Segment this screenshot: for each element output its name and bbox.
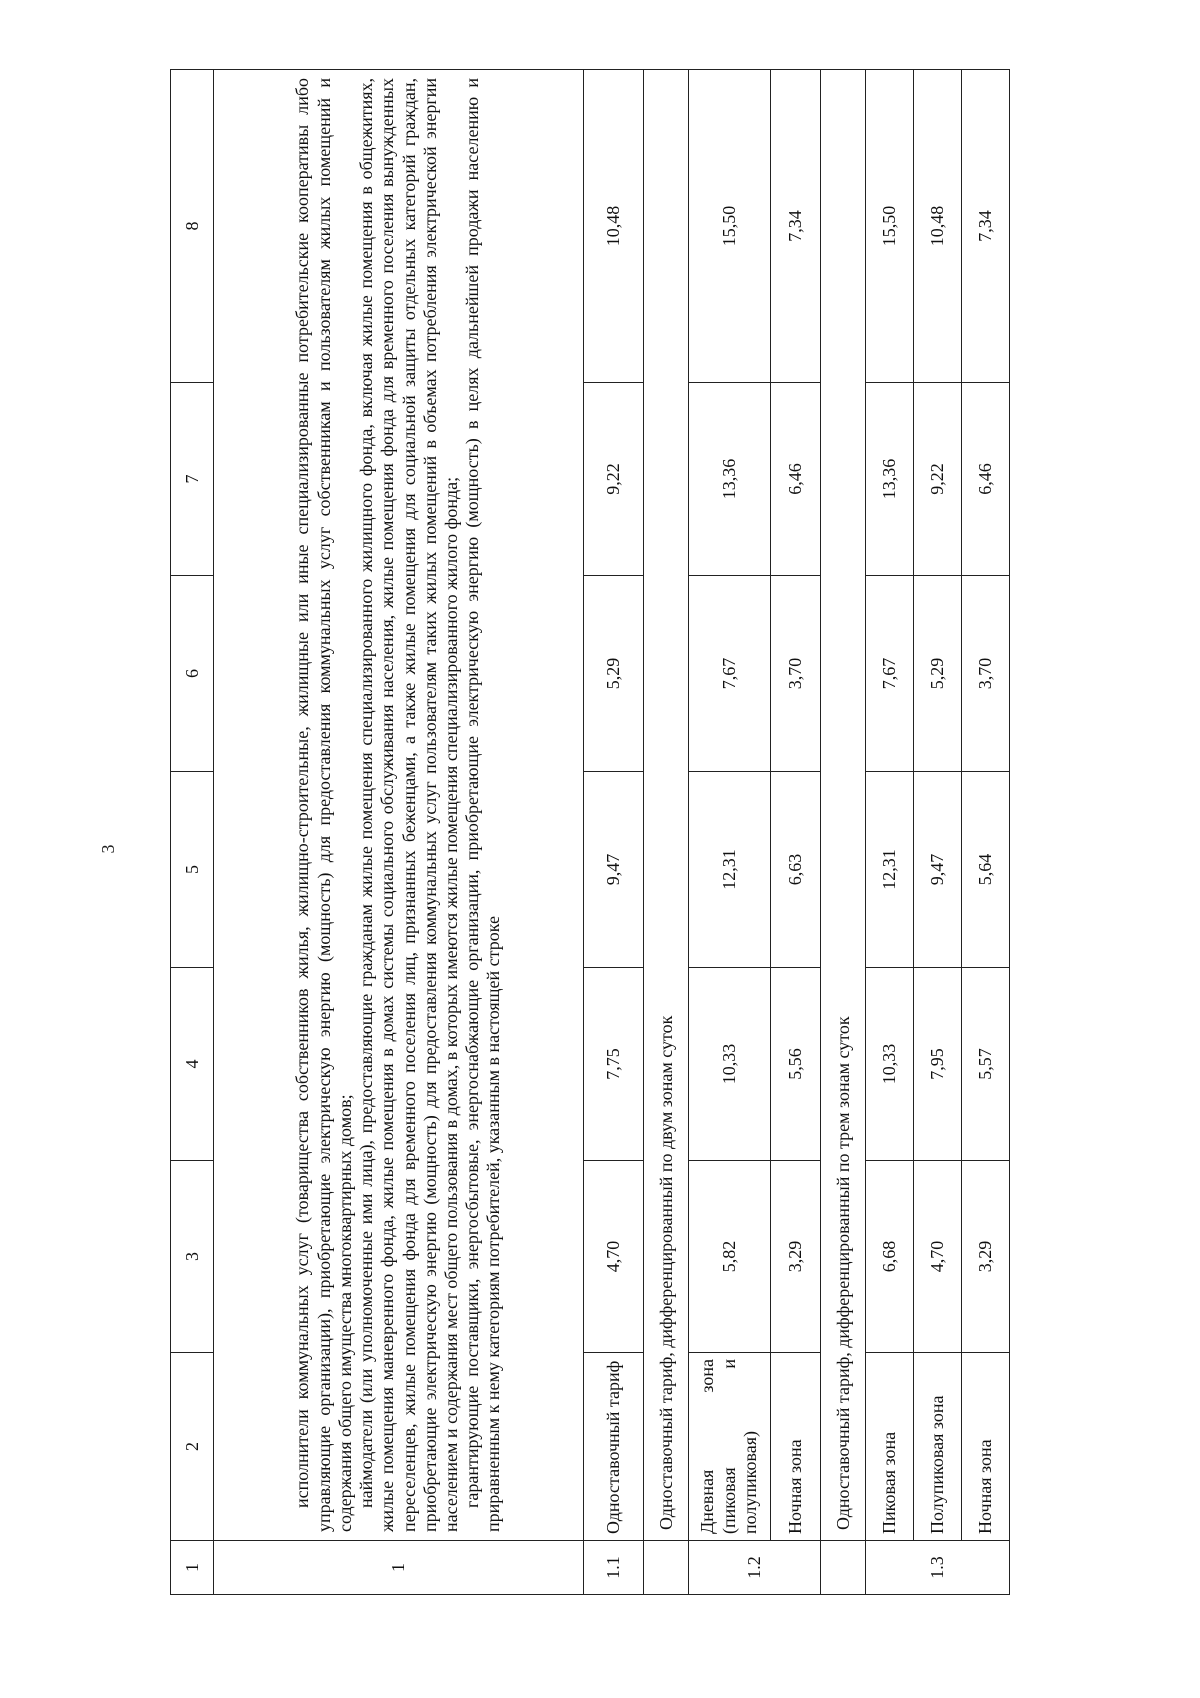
value-cell: 7,75 <box>584 968 644 1161</box>
section-header-row <box>644 70 689 1595</box>
value-cell: 7,67 <box>866 576 914 772</box>
header-cell: 7 <box>171 383 214 576</box>
value-cell: 15,50 <box>866 70 914 383</box>
value-cell: 5,82 <box>689 1161 771 1353</box>
value-cell: 9,22 <box>584 383 644 576</box>
header-cell: 1 <box>171 1541 214 1595</box>
value-cell: 9,47 <box>914 772 962 968</box>
header-cell: 8 <box>171 70 214 383</box>
row-label-part: зона <box>697 1359 718 1393</box>
row-number: 1.1 <box>584 1541 644 1595</box>
header-row <box>171 70 214 1595</box>
row-label-part: полупиковая) <box>740 1431 761 1534</box>
value-cell: 6,46 <box>962 383 1010 576</box>
row-label: Полупиковая зона <box>914 1353 962 1541</box>
value-cell: 5,29 <box>584 576 644 772</box>
value-cell: 5,64 <box>962 772 1010 968</box>
description-paragraph: исполнители коммунальных услуг (товарищества собственников жилья, жилищно-строительные, жилищные или иные специализированные потребительские кооперативы либо управляющие организации), приобретающие электрическую энергию (мощность) для предоставления коммунальных услуг собственникам и пользователям жилых помещений и содержания общего имущества многоквартирных домов; <box>292 78 355 1532</box>
value-cell: 7,95 <box>914 968 962 1161</box>
section-title: Одноставочный тариф, дифференцированный по трем зонам суток <box>821 70 866 1541</box>
table-row <box>771 70 821 1595</box>
value-cell: 3,70 <box>771 576 821 772</box>
value-cell: 10,33 <box>866 968 914 1161</box>
header-cell: 3 <box>171 1161 214 1353</box>
value-cell: 7,67 <box>689 576 771 772</box>
tariff-table-rotated <box>170 70 1200 1595</box>
page-number: 3 <box>97 844 118 854</box>
value-cell: 7,34 <box>962 70 1010 383</box>
value-cell: 15,50 <box>689 70 771 383</box>
value-cell: 6,68 <box>866 1161 914 1353</box>
description-paragraph: гарантирующие поставщики, энергосбытовые, энергоснабжающие организации, приобретающие электрическую энергию (мощность) в целях дальнейшей продажи населению и приравненным к нему категориям потребителей, указанным в настоящей строке <box>462 78 504 1532</box>
value-cell: 4,70 <box>584 1161 644 1353</box>
value-cell: 5,57 <box>962 968 1010 1161</box>
group-description <box>214 70 584 1541</box>
row-number: 1.3 <box>866 1541 1010 1595</box>
value-cell: 9,22 <box>914 383 962 576</box>
value-cell: 5,29 <box>914 576 962 772</box>
value-cell: 6,63 <box>771 772 821 968</box>
row-label: Одноставочный тариф <box>584 1353 644 1541</box>
row-number: 1.2 <box>689 1541 821 1595</box>
row-label: Пиковая зона <box>866 1353 914 1541</box>
group-row <box>214 70 584 1595</box>
row-label-part: (пиковая <box>718 1467 739 1534</box>
section-header-row <box>821 70 866 1595</box>
value-cell: 9,47 <box>584 772 644 968</box>
section-title: Одноставочный тариф, дифференцированный по двум зонам суток <box>644 70 689 1541</box>
value-cell: 12,31 <box>689 772 771 968</box>
header-cell: 2 <box>171 1353 214 1541</box>
value-cell: 12,31 <box>866 772 914 968</box>
table-row <box>962 70 1010 1595</box>
header-cell: 4 <box>171 968 214 1161</box>
value-cell: 3,29 <box>962 1161 1010 1353</box>
value-cell: 3,29 <box>771 1161 821 1353</box>
header-cell: 5 <box>171 772 214 968</box>
table-row <box>914 70 962 1595</box>
value-cell: 5,56 <box>771 968 821 1161</box>
value-cell: 3,70 <box>962 576 1010 772</box>
row-label-part: Дневная <box>697 1469 718 1534</box>
value-cell: 6,46 <box>771 383 821 576</box>
row-label-part: и <box>718 1359 739 1369</box>
description-paragraph: наймодатели (или уполномоченные ими лица), предоставляющие гражданам жилые помещения специализированного жилищного фонда, включая жилые помещения в общежитиях, жилые помещения маневренного фонда, жилые помещения в домах системы социального обслуживания населения, жилые помещения фонда для временного поселения вынужденных переселенцев, жилые помещения фонда для временного поселения лиц, признанных беженцами, а также жилые помещения для социальной защиты отдельных категорий граждан, приобретающие электрическую энергию (мощность) для предоставления коммунальных услуг пользователям таких жилых помещений в объемах потребления электрической энергии населением и содержания мест общего пользования в домах, в которых имеются жилые помещения специализированного жилого фонда; <box>356 78 461 1532</box>
value-cell: 10,33 <box>689 968 771 1161</box>
value-cell: 7,34 <box>771 70 821 383</box>
value-cell: 10,48 <box>584 70 644 383</box>
value-cell: 13,36 <box>689 383 771 576</box>
value-cell: 10,48 <box>914 70 962 383</box>
row-label: Ночная зона <box>962 1353 1010 1541</box>
row-label: Ночная зона <box>771 1353 821 1541</box>
table-row <box>866 70 914 1595</box>
table-row <box>689 70 771 1595</box>
value-cell: 4,70 <box>914 1161 962 1353</box>
group-number: 1 <box>214 1541 584 1595</box>
table-row <box>584 70 644 1595</box>
header-cell: 6 <box>171 576 214 772</box>
tariff-table <box>170 69 1010 1595</box>
row-label <box>689 1353 771 1541</box>
empty-cell <box>644 1541 689 1595</box>
value-cell: 13,36 <box>866 383 914 576</box>
empty-cell <box>821 1541 866 1595</box>
